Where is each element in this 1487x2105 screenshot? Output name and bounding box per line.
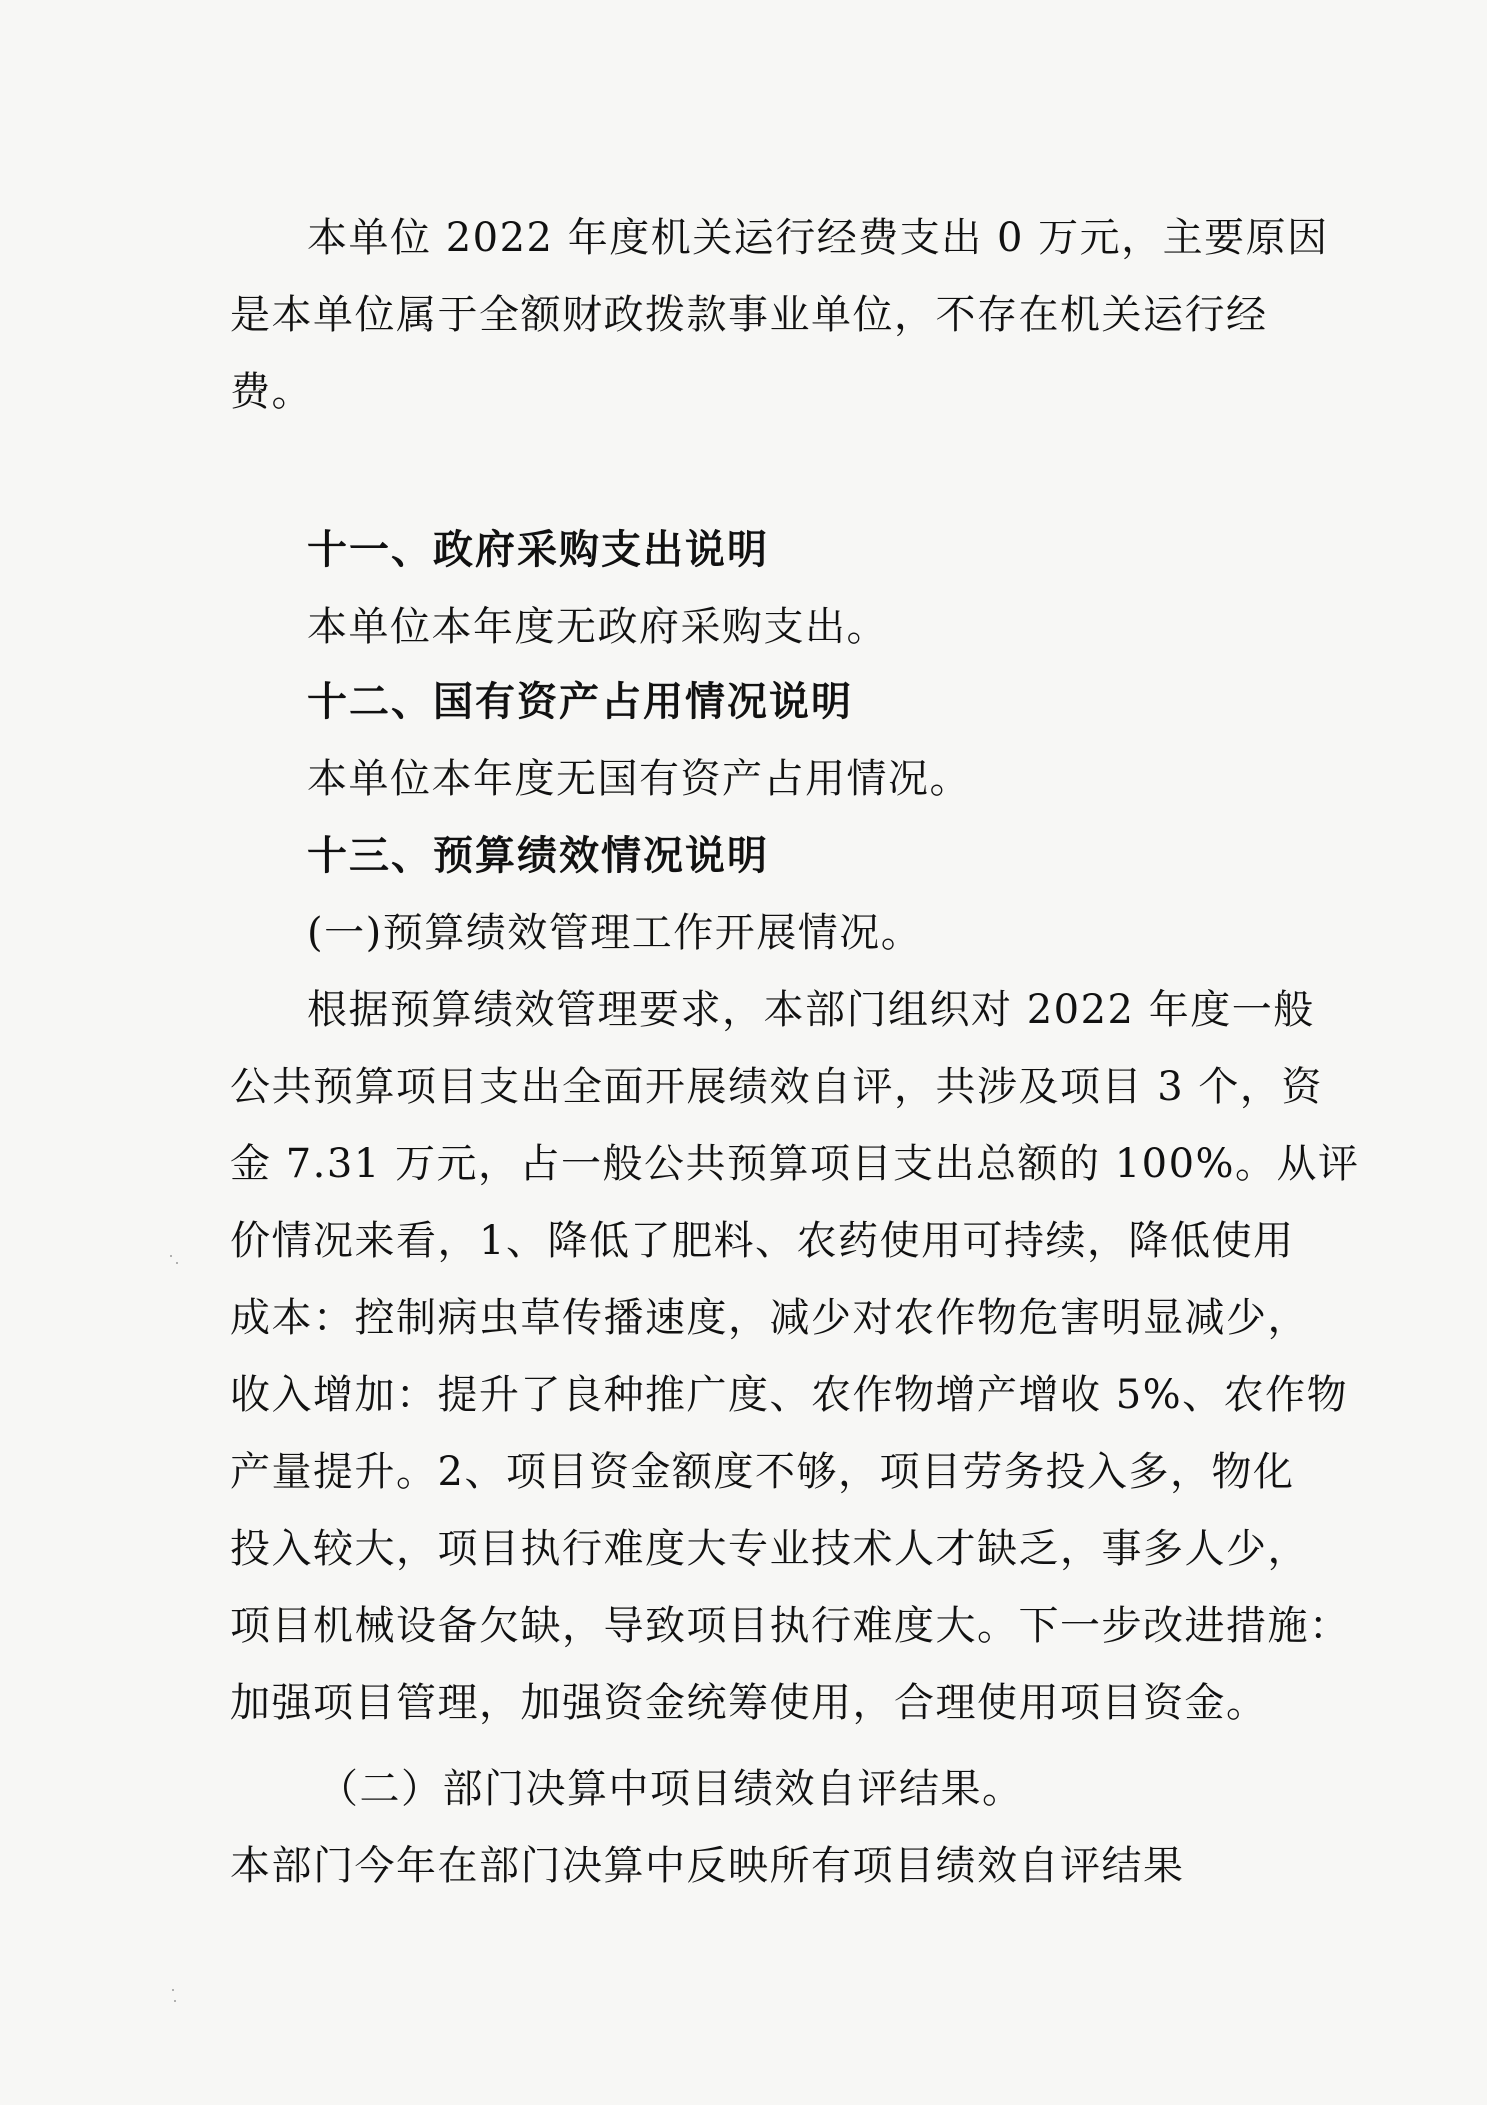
section-13-body-line-7: 产量提升。2、项目资金额度不够，项目劳务投入多，物化 <box>230 1449 1295 1495</box>
scan-speck <box>176 1262 178 1264</box>
section-13-subtitle-1: (一)预算绩效管理工作开展情况。 <box>307 910 923 956</box>
paragraph-1-line-1: 本单位 2022 年度机关运行经费支出 0 万元，主要原因 <box>307 215 1329 261</box>
section-13-subtitle-2: （二）部门决算中项目绩效自评结果。 <box>318 1766 1024 1812</box>
section-13-body-line-5: 成本：控制病虫草传播速度，减少对农作物危害明显减少， <box>230 1295 1309 1341</box>
section-13-body-line-10: 加强项目管理，加强资金统筹使用，合理使用项目资金。 <box>230 1680 1268 1726</box>
section-13-body-line-6: 收入增加：提升了良种推广度、农作物增产增收 5%、农作物 <box>230 1372 1349 1418</box>
scan-speck <box>172 1989 174 1991</box>
section-12-text: 本单位本年度无国有资产占用情况。 <box>307 756 971 802</box>
section-13-heading: 十三、预算绩效情况说明 <box>307 833 769 879</box>
scan-speck <box>174 2000 176 2002</box>
paragraph-1-line-2: 是本单位属于全额财政拨款事业单位，不存在机关运行经 <box>230 292 1268 338</box>
section-13-result-text: 本部门今年在部门决算中反映所有项目绩效自评结果 <box>230 1843 1185 1889</box>
section-11-text: 本单位本年度无政府采购支出。 <box>307 604 888 650</box>
section-13-body-line-3: 金 7.31 万元，占一般公共预算项目支出总额的 100%。从评 <box>230 1141 1360 1187</box>
section-13-body-line-9: 项目机械设备欠缺，导致项目执行难度大。下一步改进措施： <box>230 1603 1351 1649</box>
section-13-body-line-2: 公共预算项目支出全面开展绩效自评，共涉及项目 3 个，资 <box>230 1064 1323 1110</box>
scan-speck <box>170 1255 172 1257</box>
paragraph-1-line-3: 费。 <box>230 369 313 415</box>
section-13-body-line-8: 投入较大，项目执行难度大专业技术人才缺乏，事多人少， <box>230 1526 1309 1572</box>
section-13-body-line-4: 价情况来看，1、降低了肥料、农药使用可持续，降低使用 <box>230 1218 1295 1264</box>
section-12-heading: 十二、国有资产占用情况说明 <box>307 679 853 725</box>
section-13-body-line-1: 根据预算绩效管理要求，本部门组织对 2022 年度一般 <box>307 987 1315 1033</box>
section-11-heading: 十一、政府采购支出说明 <box>307 527 769 573</box>
